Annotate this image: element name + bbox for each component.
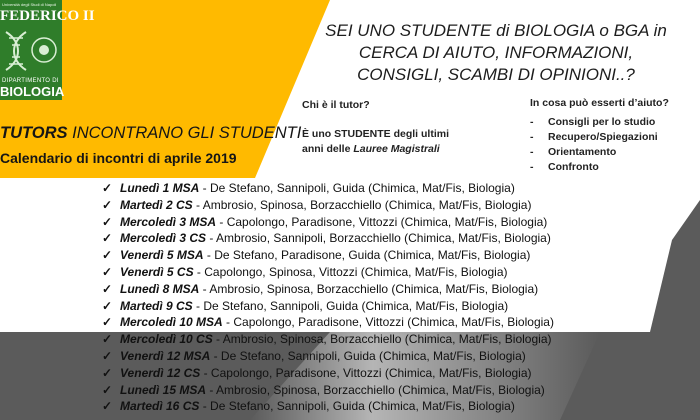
schedule-day: Venerdì 12 MSA (120, 348, 211, 363)
schedule-detail: - Capolongo, Paradisone, Vittozzi (Chimica, Mat/Fis, Biologia) (222, 315, 554, 330)
check-icon: ✓ (102, 264, 113, 279)
check-icon: ✓ (102, 248, 113, 263)
schedule-item (102, 214, 554, 231)
schedule-detail: - Ambrosio, Spinosa, Borzacchiello (Chimica, Mat/Fis, Biologia) (212, 332, 552, 347)
gray-right-edge (650, 200, 700, 332)
schedule-day: Venerdì 5 MSA (120, 248, 204, 263)
tutors-heading (0, 124, 301, 143)
schedule-detail: - Ambrosio, Spinosa, Borzacchiello (Chimica, Mat/Fis, Biologia) (192, 197, 532, 212)
schedule-detail: - Ambrosio, Spinosa, Borzacchiello (Chimica, Mat/Fis, Biologia) (199, 281, 539, 296)
schedule-day: Mercoledì 10 CS (120, 332, 213, 347)
tutor-answer (302, 127, 492, 157)
check-icon: ✓ (102, 181, 113, 195)
help-item-label: Confronto (548, 161, 599, 173)
schedule-item (102, 197, 554, 214)
schedule-day: Mercoledì 10 MSA (120, 315, 223, 330)
schedule-day: Mercoledì 3 CS (120, 231, 207, 246)
schedule-detail: - Ambrosio, Spinosa, Borzacchiello (Chimica, Mat/Fis, Biologia) (206, 382, 545, 397)
schedule-detail: - De Stefano, Sannipoli, Guida (Chimica, Mat/Fis, Biologia) (199, 181, 515, 195)
schedule-detail: - Capolongo, Paradisone, Vittozzi (Chimica, Mat/Fis, Biologia) (216, 214, 548, 229)
tutor-answer-prefix: anni delle (302, 143, 354, 155)
check-icon: ✓ (102, 315, 113, 330)
schedule-day: Lunedì 15 MSA (120, 382, 207, 397)
check-icon: ✓ (102, 348, 113, 363)
logo-department-label: DIPARTIMENTO DI (2, 78, 59, 84)
schedule-day: Venerdì 12 CS (120, 365, 201, 380)
schedule-day: Lunedì 8 MSA (120, 281, 200, 296)
check-icon: ✓ (102, 332, 113, 347)
check-icon: ✓ (102, 214, 113, 229)
help-item-label: Consigli per lo studio (548, 116, 656, 128)
schedule-item (102, 365, 554, 382)
schedule-day: Martedì 16 CS (120, 399, 200, 414)
schedule-day: Martedì 2 CS (120, 197, 193, 212)
dna-helix-icon (0, 28, 62, 74)
check-icon: ✓ (102, 298, 113, 313)
schedule-day: Lunedì 1 MSA (120, 181, 200, 195)
schedule-detail: - De Stefano, Sannipoli, Guida (Chimica, Mat/Fis, Biologia) (192, 298, 509, 313)
check-icon: ✓ (102, 399, 113, 414)
calendar-heading: Calendario di incontri di aprile 2019 (0, 150, 237, 166)
logo-department-name: BIOLOGIA (0, 84, 65, 99)
schedule-detail: - De Stefano, Sannipoli, Guida (Chimica, Mat/Fis, Biologia) (199, 399, 515, 414)
schedule-detail: - Ambrosio, Sannipoli, Borzacchiello (Chimica, Mat/Fis, Biologia) (206, 231, 551, 246)
schedule-item (102, 331, 554, 348)
check-icon: ✓ (102, 365, 113, 380)
logo-university-name: FEDERICO II (0, 8, 95, 24)
check-icon: ✓ (102, 231, 113, 246)
headline-line: SEI UNO STUDENTE di BIOLOGIA o BGA in (325, 21, 667, 40)
logo-university-text: Università degli Studi di Napoli (2, 2, 57, 7)
schedule-item (102, 298, 554, 315)
schedule-item (102, 314, 554, 331)
check-icon: ✓ (102, 197, 113, 212)
schedule-detail: - De Stefano, Paradisone, Guida (Chimica, Mat/Fis, Biologia) (203, 248, 531, 263)
schedule-detail: - De Stefano, Sannipoli, Guida (Chimica, Mat/Fis, Biologia) (210, 348, 526, 363)
headline (300, 20, 692, 86)
headline-line: CONSIGLI, SCAMBI DI OPINIONI..? (357, 65, 635, 84)
headline-line: CERCA DI AIUTO, INFORMAZIONI, (358, 43, 634, 62)
help-title: In cosa può esserti d’aiuto? (530, 97, 669, 109)
schedule-day: Mercoledì 3 MSA (120, 214, 217, 229)
check-icon: ✓ (102, 281, 113, 296)
tutor-question: Chi è il tutor? (302, 99, 370, 111)
schedule-item (102, 382, 554, 399)
schedule-item (102, 230, 554, 247)
schedule-day: Martedì 9 CS (120, 298, 193, 313)
help-item: - Consigli per lo studio (530, 116, 656, 128)
tutor-answer-line (302, 142, 492, 157)
schedule-item (102, 247, 554, 264)
schedule-item (102, 180, 554, 197)
tutor-answer-italic: Lauree Magistrali (353, 143, 440, 155)
schedule-day: Venerdì 5 CS (120, 264, 194, 279)
help-item: - Orientamento (530, 146, 617, 158)
help-item-label: Recupero/Spiegazioni (548, 131, 658, 143)
help-item: - Recupero/Spiegazioni (530, 131, 658, 143)
schedule-list (102, 180, 554, 415)
help-list (530, 115, 658, 175)
help-item-label: Orientamento (548, 146, 617, 158)
help-item: - Confronto (530, 161, 599, 173)
schedule-item (102, 264, 554, 281)
check-icon: ✓ (102, 382, 113, 397)
tutor-answer-line: È uno STUDENTE degli ultimi (302, 128, 449, 140)
schedule-detail: - Capolongo, Spinosa, Vittozzi (Chimica, Mat/Fis, Biologia) (193, 264, 508, 279)
schedule-item (102, 398, 554, 415)
tutors-heading-rest: INCONTRANO GLI STUDENTI (67, 124, 302, 142)
schedule-detail: - Capolongo, Paradisone, Vittozzi (Chimica, Mat/Fis, Biologia) (200, 365, 532, 380)
department-logo (0, 0, 95, 100)
schedule-item (102, 348, 554, 365)
schedule-item (102, 281, 554, 298)
tutors-heading-bold: TUTORS (0, 124, 68, 142)
